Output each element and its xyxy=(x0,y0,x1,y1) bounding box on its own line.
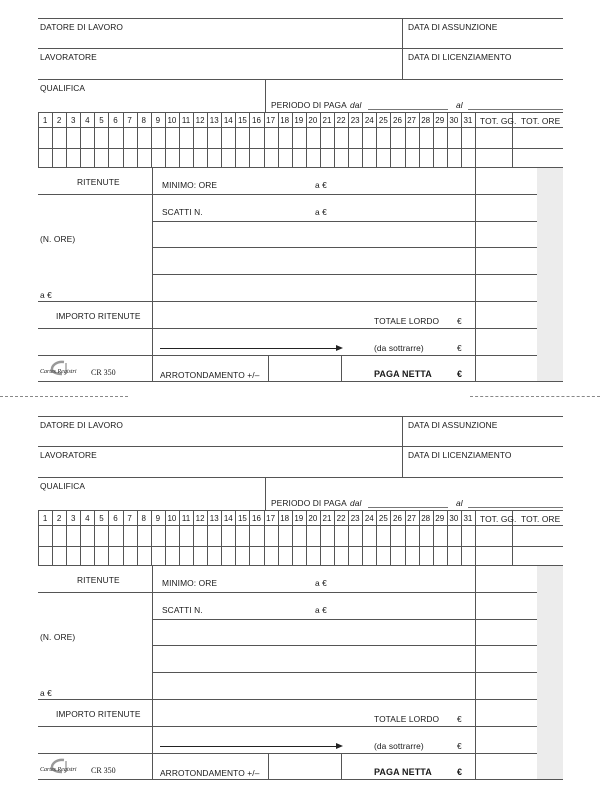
euro-sign: € xyxy=(457,343,462,353)
day-number: 7 xyxy=(127,514,132,523)
to-subtract-label: (da sottrarre) xyxy=(374,343,424,353)
day-number: 17 xyxy=(266,514,276,523)
day-number: 3 xyxy=(71,514,76,523)
day-number: 26 xyxy=(393,514,402,523)
day-number: 19 xyxy=(294,116,304,125)
day-number: 5 xyxy=(99,514,104,523)
qualification-label: QUALIFICA xyxy=(40,83,86,93)
day-number: 25 xyxy=(378,514,388,523)
form-code: CR 350 xyxy=(91,766,116,775)
day-number: 28 xyxy=(421,514,431,523)
total-days-label: TOT. GG. xyxy=(480,514,517,524)
day-number: 12 xyxy=(195,116,205,125)
day-number: 18 xyxy=(280,514,290,523)
day-number: 21 xyxy=(322,514,332,523)
day-number: 24 xyxy=(364,514,374,523)
day-number: 13 xyxy=(209,514,219,523)
day-number: 4 xyxy=(85,514,90,523)
minimum-at-label: a € xyxy=(315,578,327,588)
arrow-right-icon xyxy=(160,746,337,747)
day-number: 22 xyxy=(336,514,346,523)
day-number: 31 xyxy=(463,514,473,523)
day-number: 1 xyxy=(42,116,48,125)
day-number: 20 xyxy=(308,514,318,523)
day-number: 21 xyxy=(322,116,332,125)
cut-line-left xyxy=(0,396,128,397)
day-number: 30 xyxy=(449,116,459,125)
day-number: 23 xyxy=(350,514,360,523)
day-number: 26 xyxy=(393,116,402,125)
day-number: 23 xyxy=(350,116,360,125)
day-number: 31 xyxy=(463,116,473,125)
at-euro-label: a € xyxy=(40,290,52,300)
to-label: al xyxy=(456,100,463,110)
to-subtract-label: (da sottrarre) xyxy=(374,741,424,751)
shaded-column xyxy=(537,566,563,779)
rounding-label: ARROTONDAMENTO +/– xyxy=(160,768,260,778)
dismissal-date-label: DATA DI LICENZIAMENTO xyxy=(408,52,512,62)
steps-at-label: a € xyxy=(315,207,327,217)
day-number: 1 xyxy=(42,514,48,523)
steps-label: SCATTI N. xyxy=(162,605,203,615)
day-number: 15 xyxy=(237,514,247,523)
day-number: 25 xyxy=(378,116,388,125)
day-number: 9 xyxy=(155,116,161,125)
hours-label: (N. ORE) xyxy=(40,234,76,244)
day-number: 5 xyxy=(99,116,104,125)
day-number: 3 xyxy=(71,116,76,125)
day-number: 27 xyxy=(407,116,417,125)
arrow-head-icon xyxy=(336,345,343,351)
day-number: 6 xyxy=(113,116,118,125)
cut-line-right xyxy=(470,396,600,397)
steps-at-label: a € xyxy=(315,605,327,615)
deductions-label: RITENUTE xyxy=(77,575,120,585)
steps-label: SCATTI N. xyxy=(162,207,203,217)
from-label: dal xyxy=(350,498,362,508)
day-number: 10 xyxy=(167,514,177,523)
pay-slip xyxy=(0,0,600,382)
total-hours-label: TOT. ORE xyxy=(521,116,561,126)
to-label: al xyxy=(456,498,463,508)
brand-name: Cartes Registri xyxy=(40,369,77,375)
deductions-label: RITENUTE xyxy=(77,177,120,187)
day-number: 29 xyxy=(435,514,445,523)
euro-sign: € xyxy=(457,316,462,326)
euro-sign: € xyxy=(457,767,463,777)
pay-period-label: PERIODO DI PAGA xyxy=(271,100,347,110)
day-number: 11 xyxy=(181,116,191,125)
minimum-at-label: a € xyxy=(315,180,327,190)
day-number: 4 xyxy=(85,116,90,125)
at-euro-label: a € xyxy=(40,688,52,698)
euro-sign: € xyxy=(457,714,462,724)
day-number: 16 xyxy=(252,116,261,125)
day-number: 22 xyxy=(336,116,346,125)
day-number: 11 xyxy=(181,514,191,523)
hire-date-label: DATA DI ASSUNZIONE xyxy=(408,420,498,430)
minimum-hours-label: MINIMO: ORE xyxy=(162,180,218,190)
brand-name: Cartes Registri xyxy=(40,767,77,773)
total-hours-label: TOT. ORE xyxy=(521,514,561,524)
hire-date-label: DATA DI ASSUNZIONE xyxy=(408,22,498,32)
pay-slip xyxy=(0,398,600,780)
day-number: 16 xyxy=(252,514,261,523)
day-number: 13 xyxy=(209,116,219,125)
euro-sign: € xyxy=(457,369,463,379)
qualification-label: QUALIFICA xyxy=(40,481,86,491)
deduction-amount-label: IMPORTO RITENUTE xyxy=(56,709,141,719)
day-number: 8 xyxy=(141,514,146,523)
worker-label: LAVORATORE xyxy=(40,450,97,460)
day-number: 29 xyxy=(435,116,445,125)
day-number: 14 xyxy=(223,116,233,125)
day-number: 15 xyxy=(237,116,247,125)
day-number: 10 xyxy=(167,116,177,125)
deduction-amount-label: IMPORTO RITENUTE xyxy=(56,311,141,321)
employer-label: DATORE DI LAVORO xyxy=(40,420,124,430)
net-pay-label: PAGA NETTA xyxy=(374,767,432,777)
hours-label: (N. ORE) xyxy=(40,632,76,642)
arrow-right-icon xyxy=(160,348,337,349)
day-number: 20 xyxy=(308,116,318,125)
day-number: 6 xyxy=(113,514,118,523)
day-number: 24 xyxy=(364,116,374,125)
from-label: dal xyxy=(350,100,362,110)
day-number: 19 xyxy=(294,514,304,523)
minimum-hours-label: MINIMO: ORE xyxy=(162,578,218,588)
euro-sign: € xyxy=(457,741,462,751)
rounding-label: ARROTONDAMENTO +/– xyxy=(160,370,260,380)
day-number: 7 xyxy=(127,116,132,125)
day-number: 30 xyxy=(449,514,459,523)
total-days-label: TOT. GG. xyxy=(480,116,517,126)
form-code: CR 350 xyxy=(91,368,116,377)
day-number: 17 xyxy=(266,116,276,125)
pay-period-label: PERIODO DI PAGA xyxy=(271,498,347,508)
worker-label: LAVORATORE xyxy=(40,52,97,62)
day-number: 2 xyxy=(56,116,62,125)
gross-total-label: TOTALE LORDO xyxy=(374,316,440,326)
arrow-head-icon xyxy=(336,743,343,749)
day-number: 2 xyxy=(56,514,62,523)
day-number: 27 xyxy=(407,514,417,523)
day-number: 18 xyxy=(280,116,290,125)
dismissal-date-label: DATA DI LICENZIAMENTO xyxy=(408,450,512,460)
day-number: 8 xyxy=(141,116,146,125)
employer-label: DATORE DI LAVORO xyxy=(40,22,124,32)
day-number: 28 xyxy=(421,116,431,125)
shaded-column xyxy=(537,168,563,381)
day-number: 14 xyxy=(223,514,233,523)
gross-total-label: TOTALE LORDO xyxy=(374,714,440,724)
day-number: 9 xyxy=(155,514,161,523)
net-pay-label: PAGA NETTA xyxy=(374,369,432,379)
day-number: 12 xyxy=(195,514,205,523)
